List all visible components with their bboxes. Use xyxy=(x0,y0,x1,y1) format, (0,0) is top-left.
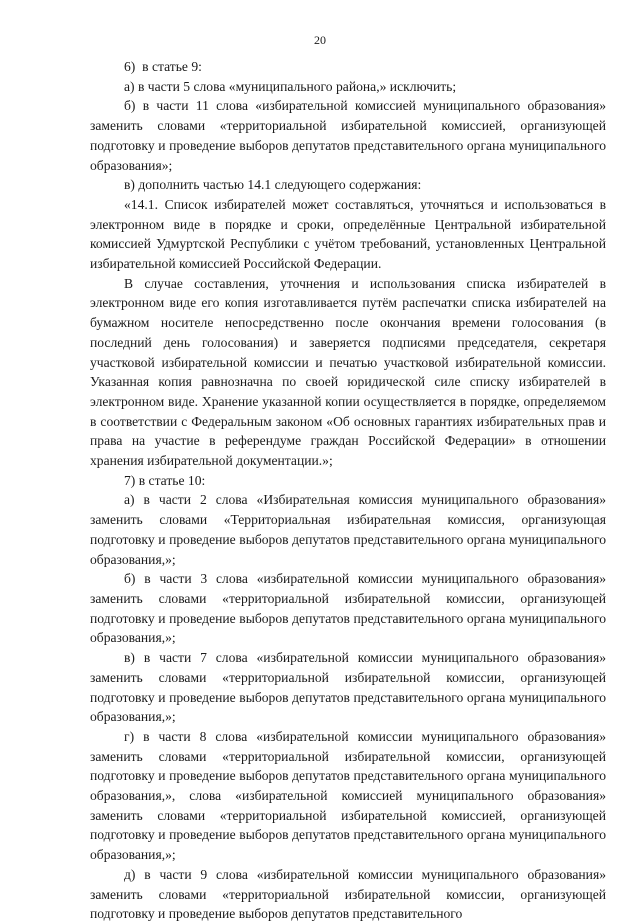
paragraph-7a: а) в части 2 слова «Избирательная комиссия муниципального образования» заменить словами «Территориальная избирательная комиссия, организующая подготовку и проведение выборов депутатов представительного органа муниципального образования,»; xyxy=(90,492,606,567)
page-number: 20 xyxy=(314,33,326,47)
paragraph-7c: в) в части 7 слова «избирательной комиссии муниципального образования» заменить словами «территориальной избирательной комиссии, организующей подготовку и проведение выборов депутатов представительного органа муниципального образования,»; xyxy=(90,650,606,725)
paragraph-6a: а) в части 5 слова «муниципального района,» исключить; xyxy=(124,78,457,94)
paragraph-6-heading: 6) в статье 9: xyxy=(124,59,202,74)
paragraph-6b: б) в части 11 слова «избирательной комиссией муниципального образования» заменить словами «территориальной избирательной комиссией, организующей подготовку и проведение выборов депутатов представительного органа муниципального образования»; xyxy=(90,98,606,173)
paragraph-7d: г) в части 8 слова «избирательной комиссии муниципального образования» заменить словами «территориальной избирательной комиссии, организующей подготовку и проведение выборов депутатов представительного органа муниципального образования,», слова «избирательной комиссией муниципального образования» заменить словами «территориальной избирательной комиссией, организующей подготовку и проведение выборов депутатов представительного органа муниципального образования,»; xyxy=(90,728,606,863)
paragraph-7b: б) в части 3 слова «избирательной комиссии муниципального образования» заменить словами «территориальной избирательной комиссии, организующей подготовку и проведение выборов депутатов представительного органа муниципального образования,»; xyxy=(90,571,606,646)
paragraph-14-1: «14.1. Список избирателей может составляться, уточняться и использоваться в электронном виде в порядке и сроки, определённые Центральной избирательной комиссией Удмуртской Республики с учётом требований, установленных Центральной избирательной комиссией Российской Федерации. xyxy=(90,196,606,272)
paragraph-14-1-cont: В случае составления, уточнения и использования списка избирателей в электронном виде его копия изготавливается путём распечатки списка избирателей на бумажном носителе непосредственно после окончания времени голосования (в последний день голосования) и заверяется подписями председателя, секретаря участковой избирательной комиссии и печатью участковой избирательной комиссии. Указанная копия равнозначна по своей юридической силе списку избирателей в электронном виде. Хранение указанной копии осуществляется в порядке, определяемом в соответствии с Федеральным законом «Об основных гарантиях избирательных прав и права на участие в референдуме граждан Российской Федерации» в отношении хранения избирательной документации.»; xyxy=(90,275,606,469)
paragraph-7-heading: 7) в статье 10: xyxy=(124,472,206,488)
paragraph-7e: д) в части 9 слова «избирательной комиссии муниципального образования» заменить словами «территориальной избирательной комиссии, организующей подготовку и проведение выборов депутатов представительного xyxy=(90,866,606,922)
document-body xyxy=(90,57,606,924)
paragraph-6c: в) дополнить частью 14.1 следующего содержания: xyxy=(124,177,422,193)
